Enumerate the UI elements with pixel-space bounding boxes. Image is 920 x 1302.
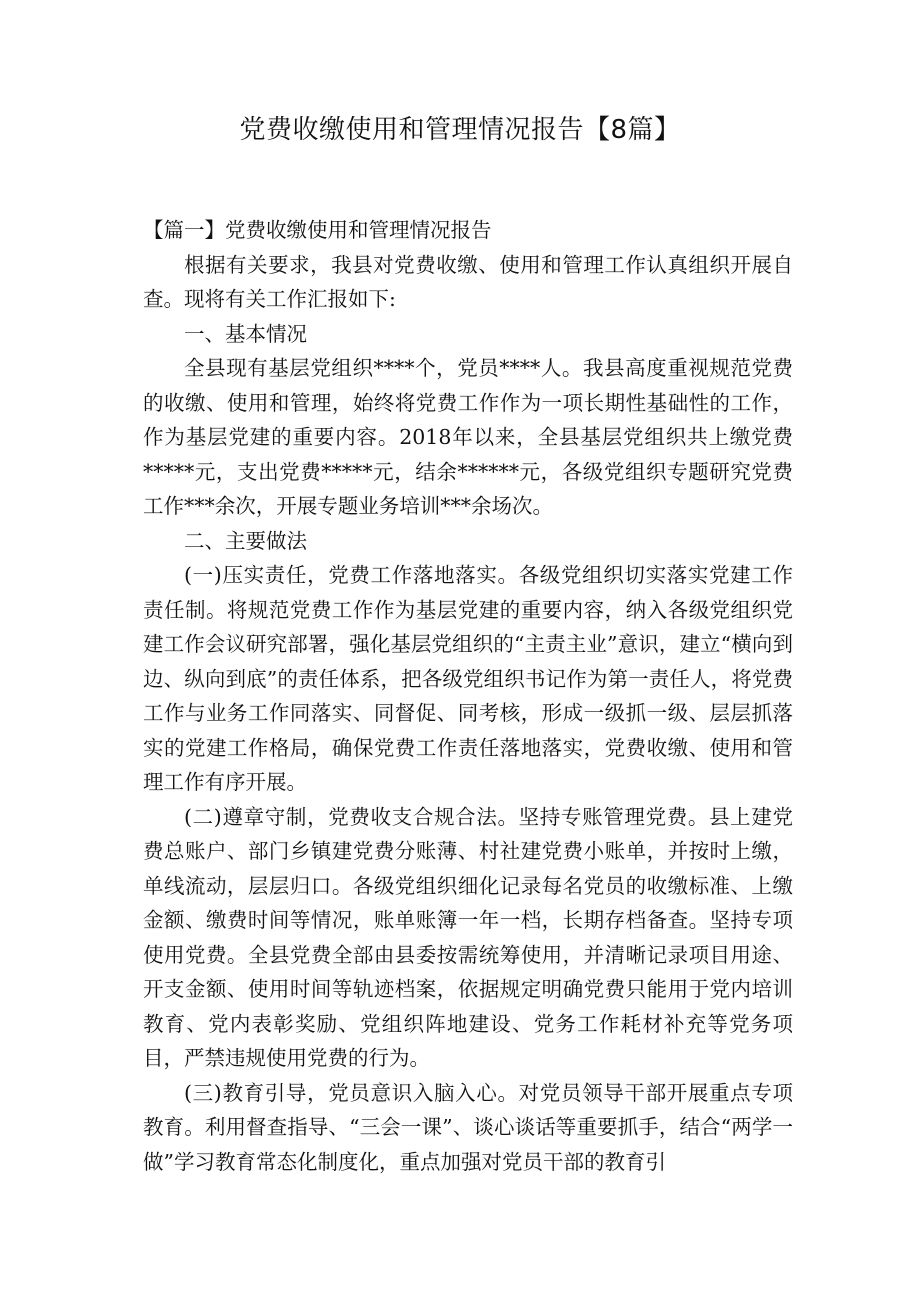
practice-paragraph-1: (一)压实责任，党费工作落地落实。各级党组织切实落实党建工作责任制。将规范党费工作作为基层党建的重要内容，纳入各级党组织党建工作会议研究部署，强化基层党组织的“主责主业”意识，建立“横向到边、纵向到底”的责任体系，把各级党组织书记作为第一责任人，将党费工作与业务工作同落实、同督促、同考核，形成一级抓一级、层层抓落实的党建工作格局，确保党费工作责任落地落实，党费收缴、使用和管理工作有序开展。 — [143, 563, 793, 794]
practice-paragraph-3: (三)教育引导，党员意识入脑入心。对党员领导干部开展重点专项教育。利用督查指导、“三会一课”、谈心谈话等重要抓手，结合“两学一做”学习教育常态化制度化，重点加强对党员干部的教育引 — [143, 1080, 793, 1174]
basic-situation-paragraph: 全县现有基层党组织****个，党员****人。我县高度重视规范党费的收缴、使用和管理，始终将党费工作作为一项长期性基础性的工作，作为基层党建的重要内容。2018年以来，全县基层党组织共上缴党费*****元，支出党费*****元，结余******元，各级党组织专题研究党费工作***余次，开展专题业务培训***余场次。 — [143, 356, 793, 518]
document-title: 党费收缴使用和管理情况报告【8篇】 — [239, 115, 681, 145]
heading-main-practices: 二、主要做法 — [184, 528, 307, 553]
intro-paragraph: 根据有关要求，我县对党费收缴、使用和管理工作认真组织开展自查。现将有关工作汇报如下: — [143, 252, 793, 311]
practice-paragraph-2: (二)遵章守制，党费收支合规合法。坚持专账管理党费。县上建党费总账户、部门乡镇建党费分账薄、村社建党费小账单，并按时上缴，单线流动，层层归口。各级党组织细化记录每名党员的收缴标准、上缴金额、缴费时间等情况，账单账簿一年一档，长期存档备查。坚持专项使用党费。全县党费全部由县委按需统筹使用，并清晰记录项目用途、开支金额、使用时间等轨迹档案，依据规定明确党费只能用于党内培训教育、党内表彰奖励、党组织阵地建设、党务工作耗材补充等党务项目，严禁违规使用党费的行为。 — [143, 804, 793, 1070]
document-body — [143, 213, 793, 1179]
section-heading: 【篇一】党费收缴使用和管理情况报告 — [143, 218, 492, 242]
heading-basic-situation: 一、基本情况 — [184, 321, 307, 346]
